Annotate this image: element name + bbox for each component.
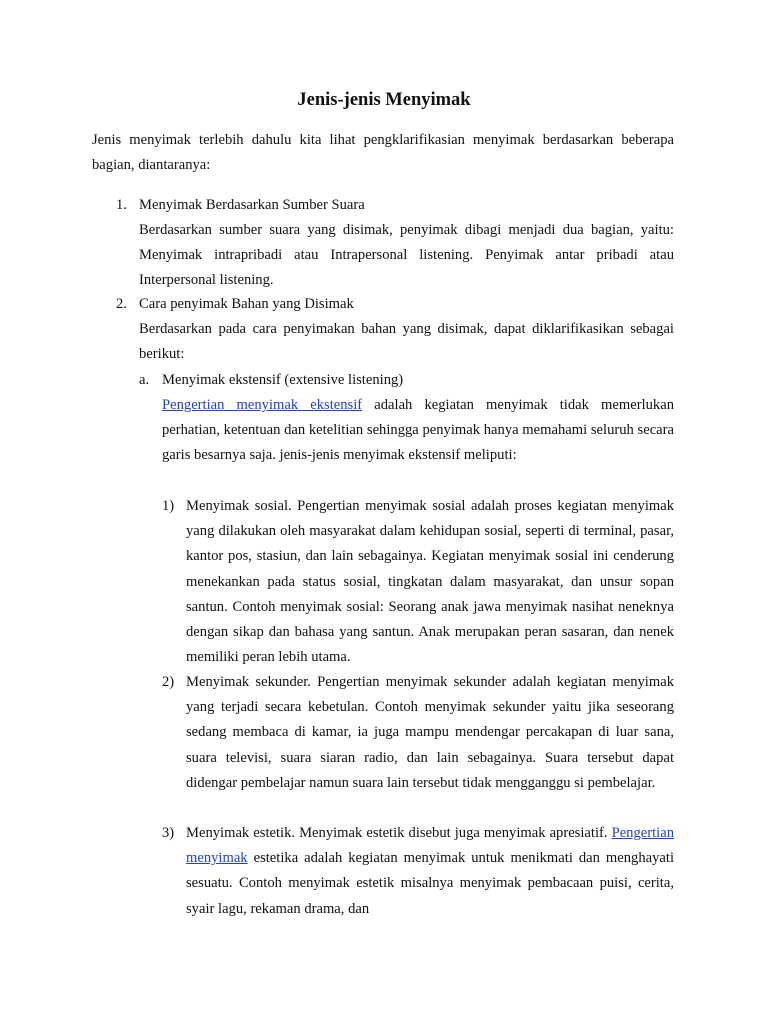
point-text-after: estetika adalah kegiatan menyimak untuk menikmati dan menghayati sesuatu. Contoh menyimak estetik misalnya menyimak pembacaan puisi, cerita, syair lagu, rekaman drama, dan <box>186 850 674 917</box>
list-item <box>116 292 676 372</box>
sub-list-letter: a. <box>139 372 150 388</box>
point-text <box>186 821 674 922</box>
intro-paragraph: Jenis menyimak terlebih dahulu kita lihat pengklarifikasian menyimak berdasarkan beberapa bagian, diantaranya: <box>92 132 674 174</box>
sub-list-heading: Menyimak ekstensif (extensive listening) <box>162 372 404 388</box>
point-number: 2) <box>162 674 175 690</box>
list-body: Berdasarkan pada cara penyimakan bahan yang disimak, dapat diklarifikasikan sebagai berikut: <box>139 321 674 363</box>
definition-link[interactable]: Pengertian menyimak <box>186 825 674 867</box>
point-text: Menyimak sosial. Pengertian menyimak sosial adalah proses kegiatan menyimak yang dilakukan oleh masyarakat dalam kehidupan sosial, seperti di terminal, pasar, kantor pos, stasiun, dan lain sebagainya. Kegiatan menyimak sosial ini cenderung menekankan pada status sosial, tingkatan dalam masyarakat, dan unsur sopan santun. Contoh menyimak sosial: Seorang anak jawa menyimak nasihat neneknya dengan sikap dan bahasa yang santun. Anak merupakan peran sasaran, dan nenek memiliki peran lebih utama. <box>186 498 674 666</box>
point-number: 1) <box>162 498 175 514</box>
list-number: 1. <box>116 197 127 213</box>
point-number: 3) <box>162 825 175 841</box>
sub-list-body <box>162 393 674 469</box>
list-heading: Cara penyimak Bahan yang Disimak <box>139 296 354 312</box>
sub-list-body-text: adalah kegiatan menyimak tidak memerlukan perhatian, ketentuan dan ketelitian sehingga penyimak hanya memahami seluruh secara garis besarnya saja. jenis-jenis menyimak ekstensif meliputi: <box>162 397 674 464</box>
definition-link[interactable]: Pengertian menyimak ekstensif <box>162 397 363 413</box>
point-item <box>162 670 676 820</box>
list-body: Berdasarkan sumber suara yang disimak, penyimak dibagi menjadi dua bagian, yaitu: Menyimak intrapribadi atau Intrapersonal listening. Penyimak antar pribadi atau Interpersonal listening. <box>139 222 674 289</box>
point-item <box>162 821 676 931</box>
point-text-before: Menyimak estetik. Menyimak estetik disebut juga menyimak apresiatif. <box>186 825 612 841</box>
list-number: 2. <box>116 296 127 312</box>
point-text: Menyimak sekunder. Pengertian menyimak sekunder adalah kegiatan menyimak yang terjadi secara kebetulan. Contoh menyimak sekunder yaitu jika seseorang sedang membaca di kamar, ia juga mampu mendengar percakapan di luar sana, suara televisi, suara siaran radio, dan lain sebagainya. Suara tersebut dapat didengar pembelajar namun suara lain tersebut tidak mengganggu si pembelajar. <box>186 674 674 791</box>
document-title: Jenis-jenis Menyimak <box>297 90 471 110</box>
list-item <box>116 193 676 293</box>
point-item <box>162 494 676 670</box>
sub-list-item <box>139 368 676 478</box>
list-heading: Menyimak Berdasarkan Sumber Suara <box>139 197 365 213</box>
